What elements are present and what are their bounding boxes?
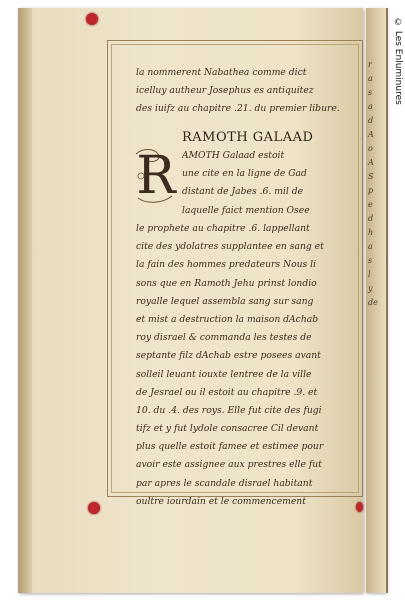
text-line: le prophete au chapitre .6. lappellant: [136, 223, 310, 234]
adjacent-page-margin-letters: [368, 60, 384, 312]
text-line: AMOTH Galaad estoit: [182, 150, 285, 161]
text-line: tifz et y fut lydole consacree Cil devant: [136, 423, 319, 435]
text-line: icelluy autheur Josephus es antiquitez: [136, 85, 314, 97]
body-text: [136, 220, 356, 511]
margin-letter: e: [368, 200, 373, 209]
text-line: par apres le scandale disrael habitant: [136, 477, 313, 489]
text-line: cite des ydolatres supplantee en sang et: [136, 241, 324, 253]
page-edge-shadow: [386, 8, 388, 593]
text-line: laquelle faict mention Osee: [182, 204, 310, 216]
text-line: solleil leuant iouxte lentree de la ville: [136, 368, 312, 380]
opening-text: [136, 64, 356, 119]
margin-letter: s: [368, 256, 373, 265]
margin-letter: p: [368, 186, 374, 195]
text-line: des iuifz au chapitre .21. du premier libure.: [136, 103, 340, 115]
margin-letter: a: [368, 102, 373, 111]
text-line: distant de Jabes .6. mil de: [182, 186, 304, 198]
margin-letter: A: [368, 130, 374, 139]
margin-letter: o: [368, 144, 373, 153]
text-line: royalle lequel assembla sang sur sang: [136, 295, 314, 307]
section-heading: RAMOTH GALAAD: [182, 130, 314, 145]
text-line: avoir este assignee aux prestres elle fut: [136, 459, 322, 471]
text-line: plus quelle estoit famee et estimee pour: [136, 441, 324, 453]
red-ribbon-marker-right: [356, 502, 363, 512]
margin-letter: de: [368, 298, 378, 307]
red-ribbon-marker-bottom: [88, 502, 100, 514]
margin-letter: A: [368, 158, 374, 167]
margin-letter: h: [368, 228, 374, 237]
margin-letter: d: [368, 214, 374, 223]
margin-letter: a: [368, 242, 373, 251]
decorated-initial-letter: R: [136, 146, 176, 206]
text-line: oultre iourdain et le commencement: [136, 495, 306, 507]
margin-letter: d: [368, 116, 374, 125]
margin-letter: s: [368, 88, 373, 97]
text-line: roy disrael & commanda les testes de: [136, 332, 312, 344]
margin-letter: r: [368, 60, 372, 69]
red-ribbon-marker-top: [86, 13, 98, 25]
text-line: sons que en Ramoth Jehu prinst londio: [136, 277, 317, 289]
text-line: 10. du .4. des roys. Elle fut cite des fugi: [136, 404, 322, 416]
copyright-watermark: © Les Enluminures: [393, 18, 403, 105]
text-line: une cite en la ligne de Gad: [182, 168, 307, 180]
page-gutter: [18, 8, 32, 593]
margin-letter: l: [368, 270, 371, 279]
text-line: et mist a destruction la maison dAchab: [136, 313, 319, 325]
text-line: septante filz dAchab estre posees avant: [136, 350, 321, 362]
text-line: la nommerent Nabathea comme dict: [136, 67, 307, 78]
text-line: la fain des hommes predateurs Nous li: [136, 259, 317, 271]
text-beside-initial: [182, 147, 357, 220]
margin-letter: y: [368, 284, 373, 293]
margin-letter: S: [368, 172, 374, 181]
text-line: de Jesrael ou il estoit au chapitre .9. et: [136, 386, 318, 398]
margin-letter: a: [368, 74, 373, 83]
